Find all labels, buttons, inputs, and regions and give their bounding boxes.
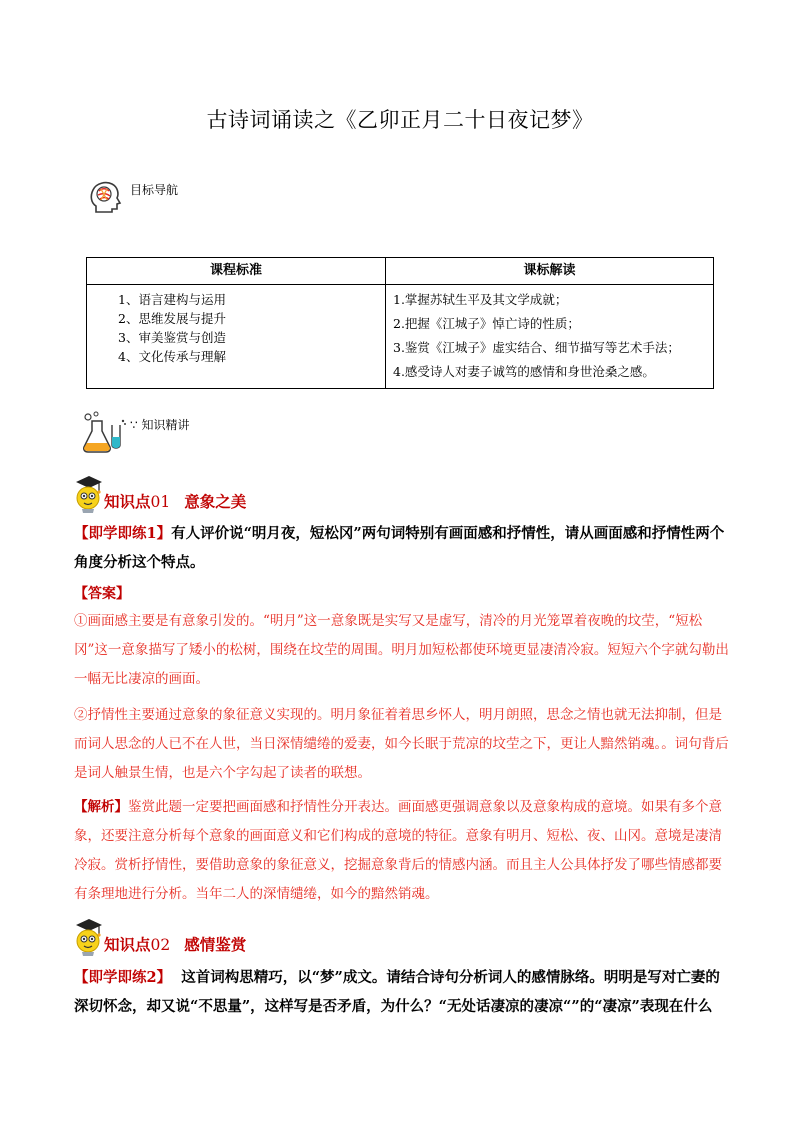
kp-label: 知识点: [104, 492, 151, 511]
kp-name: 感情鉴赏: [184, 935, 247, 954]
question-text: 这首词构思精巧，以“梦”成文。请结合诗句分析词人的感情脉络。明明是写对亡妻的深切怀念，却又说“不思量”，这样写是否矛盾，为什么？“无处话凄凉的凄凉“”的“凄凉”表现在什么: [74, 969, 720, 1015]
interpretations-cell: [386, 285, 714, 389]
kp-number: 01: [150, 493, 171, 511]
page-title: 古诗词诵读之《乙卯正月二十日夜记梦》: [206, 108, 594, 132]
practice-question-2: [74, 963, 734, 1021]
graduate-icon: [72, 474, 106, 514]
question-text: 有人评价说“明月夜，短松冈”两句词特别有画面感和抒情性，请从画面感和抒情性两个角度分析这个特点。: [74, 525, 725, 571]
standards-table: [86, 257, 714, 389]
interpretation-item: 1.掌握苏轼生平及其文学成就；: [393, 292, 568, 307]
question-tag: 【即学即练2】: [74, 969, 172, 986]
kp-number: 02: [150, 936, 171, 954]
standard-item: 1、语言建构与运用: [118, 292, 226, 307]
table-header-standard: 课程标准: [87, 258, 386, 285]
standard-item: 2、思维发展与提升: [118, 311, 226, 326]
brain-head-icon: [86, 178, 126, 218]
standard-item: 3、审美鉴赏与创造: [118, 330, 226, 345]
kp-name: 意象之美: [184, 492, 247, 511]
answer-tag: 【答案】: [74, 586, 130, 602]
analysis-tag: 【解析】: [74, 799, 128, 815]
standards-cell: [87, 285, 386, 389]
graduate-icon: [72, 917, 106, 957]
practice-question-1: [74, 519, 734, 577]
knowledge-label: ∵ 知识精讲: [130, 418, 190, 432]
standard-item: 4、文化传承与理解: [118, 349, 226, 364]
analysis-paragraph: [74, 793, 734, 909]
answer-paragraph-2: ②抒情性主要通过意象的象征意义实现的。明月象征着着思乡怀人，明月朗照，思念之情也就无法抑制，但是而词人思念的人已不在人世，当日深情缱绻的爱妻，如今长眠于荒凉的坟茔之下，更让人黯然销魂。。词句背后是词人触景生情，也是六个字勾起了读者的联想。: [74, 707, 729, 781]
question-tag: 【即学即练1】: [74, 525, 172, 542]
kp-label: 知识点: [104, 935, 151, 954]
knowledge-label-text: 知识精讲: [141, 418, 190, 432]
interpretation-item: 3.鉴赏《江城子》虚实结合、细节描写等艺术手法；: [393, 340, 680, 355]
interpretation-item: 4.感受诗人对妻子诚笃的感情和身世沧桑之感。: [393, 364, 655, 379]
answer-paragraph-1: ①画面感主要是有意象引发的。“明月”这一意象既是实写又是虚写，清冷的月光笼罩着夜晚的坟茔，“短松冈”这一意象描写了矮小的松树，围绕在坟茔的周围。明月加短松都使环境更显凄清冷寂。短短六个字就勾勒出一幅无比凄凉的画面。: [74, 613, 729, 687]
table-header-interpretation: 课标解读: [386, 258, 714, 285]
analysis-text: 鉴赏此题一定要把画面感和抒情性分开表达。画面感更强调意象以及意象构成的意境。如果有多个意象，还要注意分析每个意象的画面意义和它们构成的意境的特征。意象有明月、短松、夜、山冈。意境是凄清冷寂。赏析抒情性，要借助意象的象征意义，挖掘意象背后的情感内涵。而且主人公具体抒发了哪些情感都要有条理地进行分析。当年二人的深情缱绻，如今的黯然销魂。: [74, 799, 722, 902]
lab-flask-icon: [78, 411, 126, 457]
nav-label: 目标导航: [130, 183, 179, 197]
interpretation-item: 2.把握《江城子》悼亡诗的性质；: [393, 316, 580, 331]
